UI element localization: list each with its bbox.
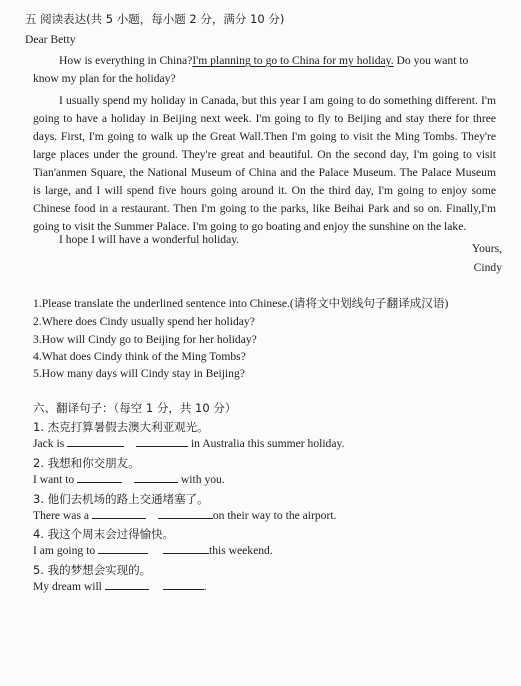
letter-paragraph-2-line: days. First, I'm going to walk up the Great Wall.Then I'm going to visit the Ming Tombs. They're xyxy=(33,130,496,143)
answer-blank[interactable] xyxy=(77,472,122,483)
letter-paragraph-2-line: going to visit the Summer Palace. I'm going to go boating and enjoy the sunshine on the lake. xyxy=(33,220,467,233)
letter-paragraph-1-line-2: know my plan for the holiday? xyxy=(33,72,176,85)
translation-answer-line xyxy=(33,436,344,452)
answer-blank[interactable] xyxy=(163,579,204,590)
answer-blank[interactable] xyxy=(92,508,146,519)
letter-paragraph-2-line: Tian'anmen Square, the National Museum of China and the Palace Museum. The Palace Museum xyxy=(33,166,496,179)
answer-suffix: in Australia this summer holiday. xyxy=(188,437,345,450)
translation-prompt: 3. 他们去机场的路上交通堵塞了。 xyxy=(33,492,209,506)
section-five-header: 五 阅读表达(共 5 小题，每小题 2 分，满分 10 分) xyxy=(25,12,285,26)
answer-prefix: I want to xyxy=(33,473,75,486)
letter-closing: Yours, xyxy=(471,242,502,255)
answer-suffix: . xyxy=(203,580,207,593)
answer-suffix: this weekend. xyxy=(208,544,273,557)
translation-answer-line xyxy=(33,543,273,559)
answer-prefix: I am going to xyxy=(33,544,96,557)
letter-paragraph-2-line: is large, and I will spend five hours going around it. On the third day, I'm going to enjoy some xyxy=(33,184,496,197)
question-item: 4.What does Cindy think of the Ming Tombs? xyxy=(33,350,246,363)
letter-paragraph-3: I hope I will have a wonderful holiday. xyxy=(59,233,240,246)
letter-paragraph-2-line: I usually spend my holiday in Canada, but this year I am going to do something different. I'm xyxy=(59,94,496,107)
answer-blank[interactable] xyxy=(105,579,149,590)
question-item: 2.Where does Cindy usually spend her holiday? xyxy=(33,315,255,328)
letter-p1-text: How is everything in China? xyxy=(59,54,193,67)
section-six-header: 六、翻译句子：（每空 1 分，共 10 分） xyxy=(33,401,237,415)
letter-signature: Cindy xyxy=(473,261,502,274)
translation-prompt: 5. 我的梦想会实现的。 xyxy=(33,563,152,577)
answer-suffix: with you. xyxy=(178,473,225,486)
question-item: 3.How will Cindy go to Beijing for her holiday? xyxy=(33,333,257,346)
translation-answer-line xyxy=(33,579,207,595)
answer-blank[interactable] xyxy=(163,543,209,554)
answer-suffix: on their way to the airport. xyxy=(212,509,337,522)
question-item: 1.Please translate the underlined sentence into Chinese.(请将文中划线句子翻译成汉语) xyxy=(33,297,449,310)
letter-paragraph-2-line: going to have a holiday in Beijing next week. I'm going to fly to Beijing and stay there for three xyxy=(33,112,496,125)
translation-answer-line xyxy=(33,508,336,524)
underlined-sentence: I'm planning to go to China for my holiday. xyxy=(192,54,394,67)
answer-blank[interactable] xyxy=(136,436,188,447)
answer-blank[interactable] xyxy=(67,436,124,447)
letter-p1-text-tail: Do you want to xyxy=(393,54,469,67)
letter-paragraph-1-line-1 xyxy=(59,53,468,70)
translation-prompt: 1. 杰克打算暑假去澳大利亚观光。 xyxy=(33,420,209,434)
answer-blank[interactable] xyxy=(158,508,213,519)
letter-greeting: Dear Betty xyxy=(25,33,76,46)
translation-prompt: 2. 我想和你交朋友。 xyxy=(33,456,140,470)
answer-blank[interactable] xyxy=(98,543,148,554)
translation-answer-line xyxy=(33,472,225,488)
answer-prefix: My dream will xyxy=(33,580,102,593)
letter-paragraph-2-line: large places under the ground. They're great and beautiful. On the second day, I'm going to visit xyxy=(33,148,496,161)
letter-paragraph-2-line: Chinese food in a restaurant. Then I'm going to the parks, like Beihai Park and so on. Finally,I'm xyxy=(33,202,496,215)
answer-prefix: Jack is xyxy=(33,437,65,450)
question-item: 5.How many days will Cindy stay in Beijing? xyxy=(33,367,245,380)
translation-prompt: 4. 我这个周末会过得愉快。 xyxy=(33,527,175,541)
answer-blank[interactable] xyxy=(134,472,178,483)
answer-prefix: There was a xyxy=(33,509,90,522)
